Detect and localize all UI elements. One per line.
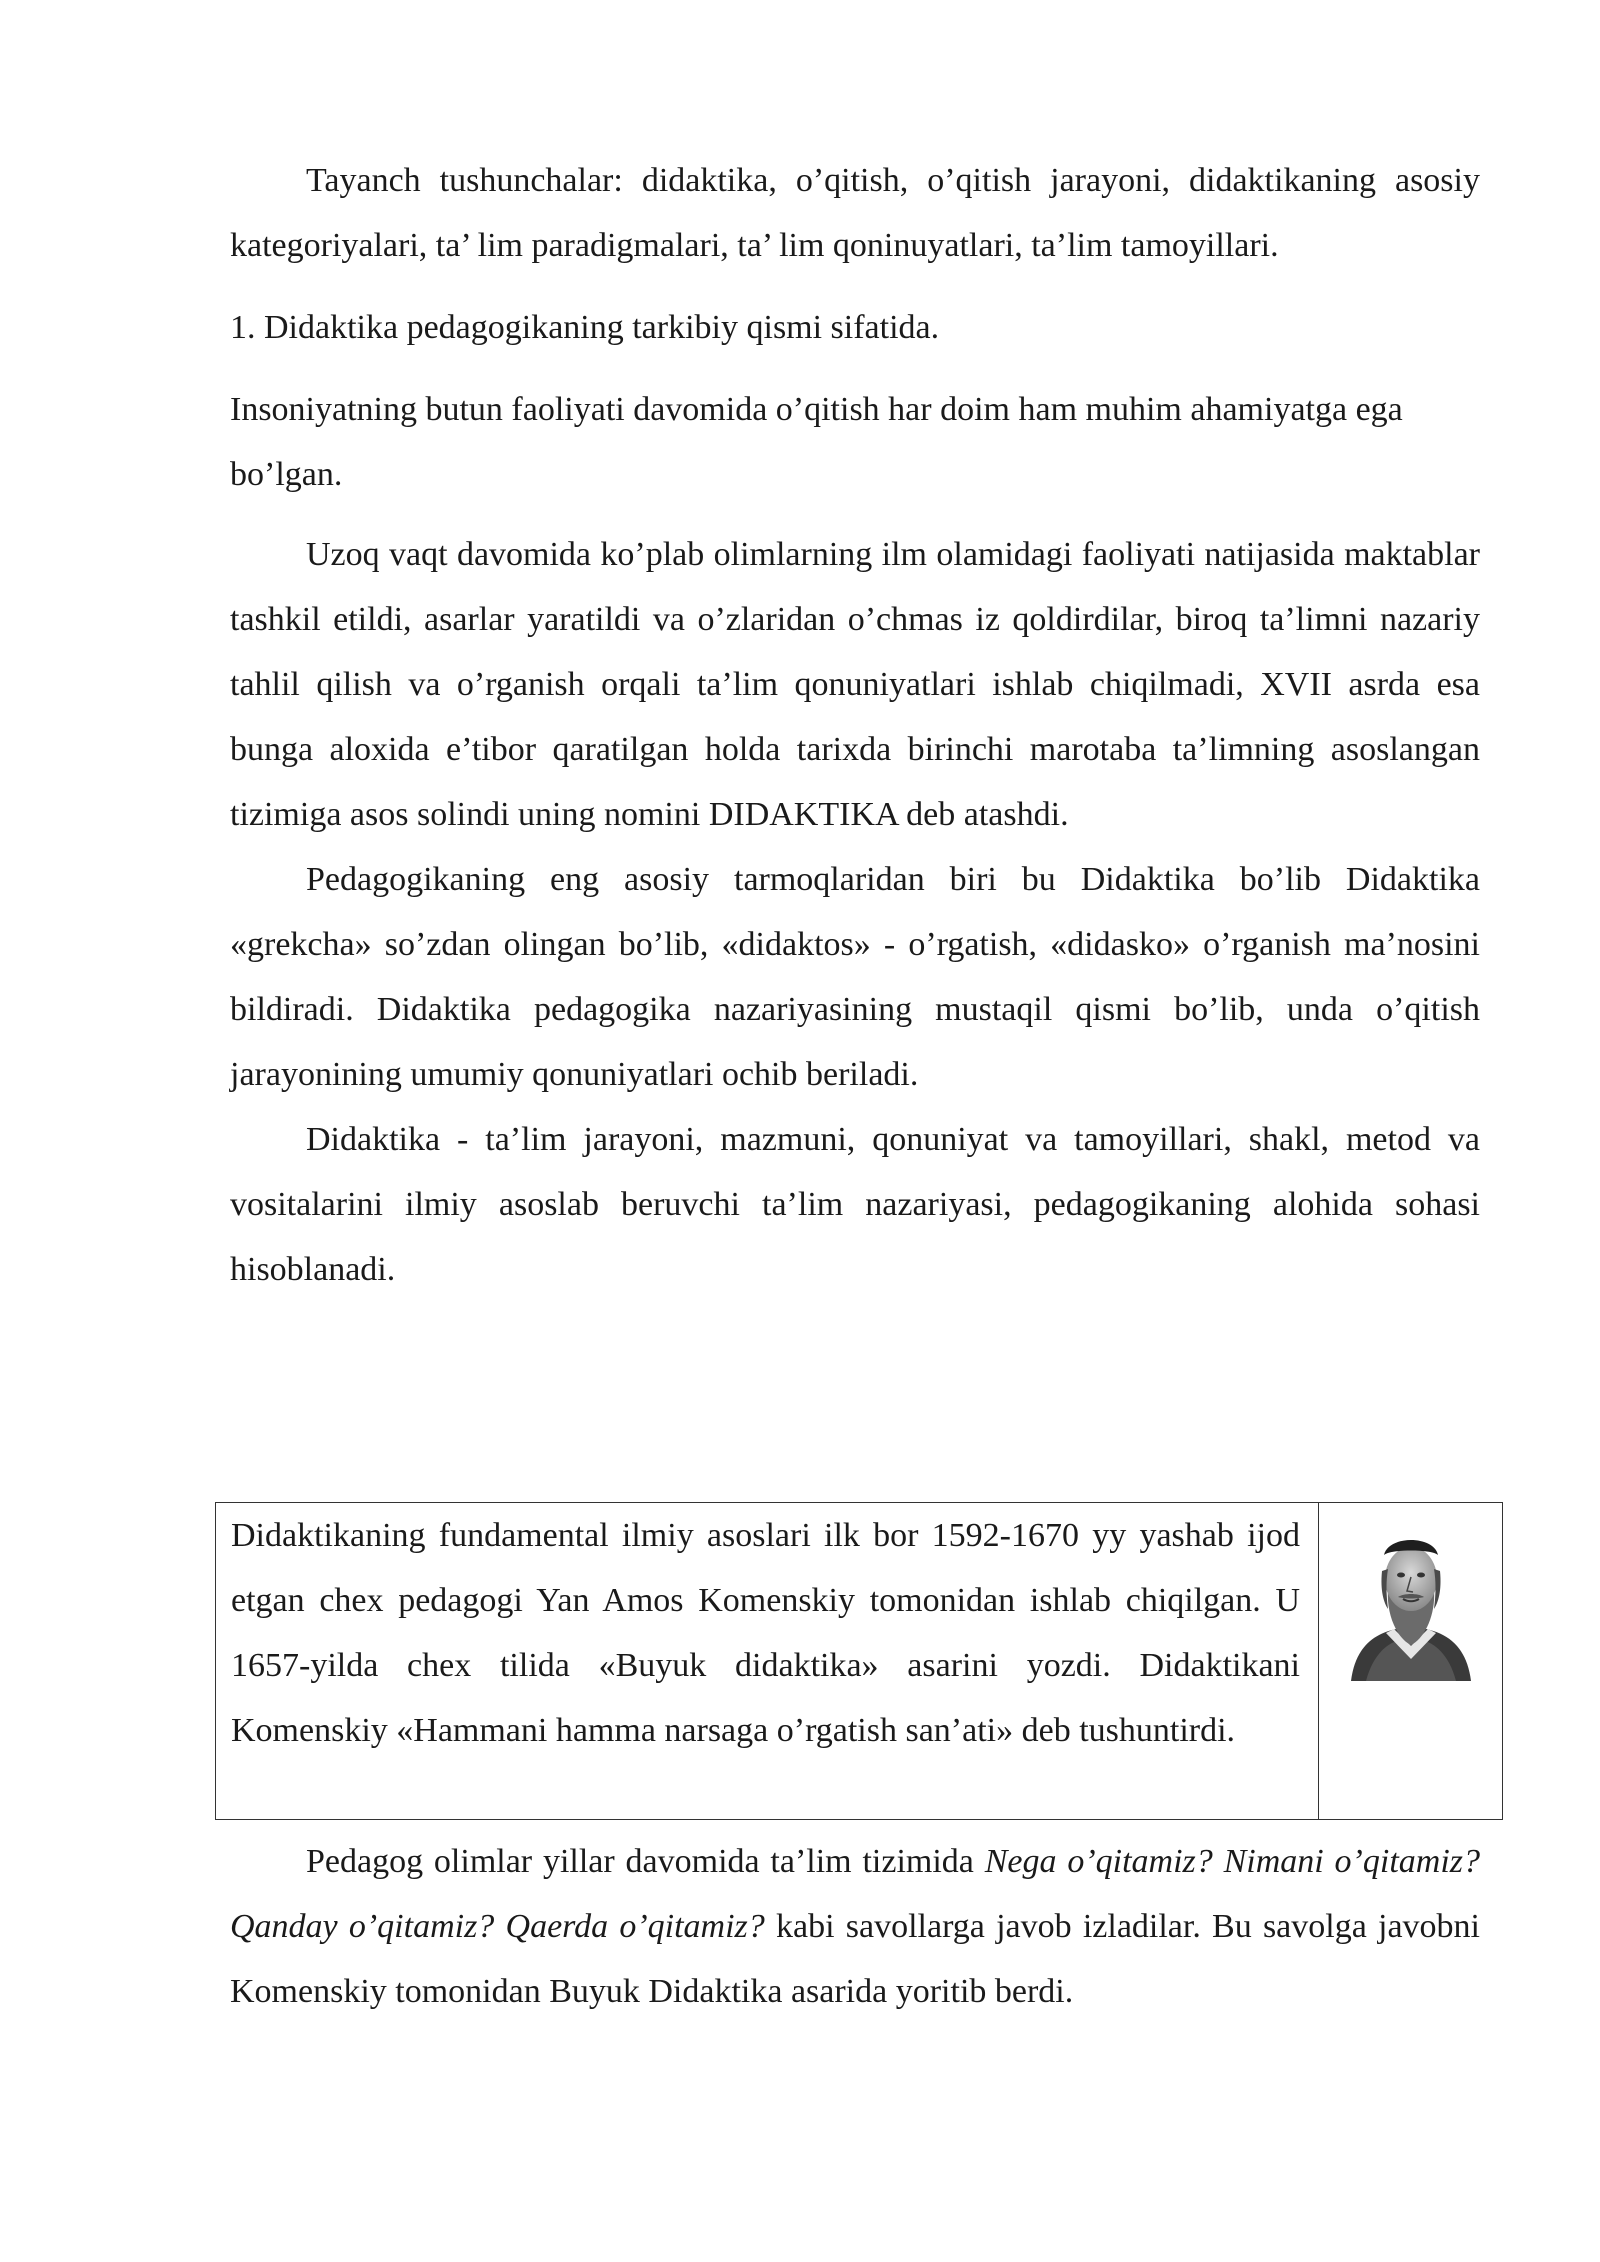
document-body — [230, 148, 1480, 1302]
closing-paragraph — [230, 1829, 1480, 2024]
paragraph: Pedagogikaning eng asosiy tarmoqlaridan biri bu Didaktika bo’lib Didaktika «grekcha» so’zdan olingan bo’lib, «didaktos» - o’rgatish, «didasko» o’rganish ma’nosini bildiradi. Didaktika pedagogika nazariyasining mustaqil qismi bo’lib, unda o’qitish jarayonining umumiy qonuniyatlari ochib beriladi. — [230, 861, 1480, 1093]
komensky-paragraph: Didaktikaning fundamental ilmiy asoslari ilk bor 1592-1670 yy yashab ijod etgan chex pedagogi Yan Amos Komenskiy tomonidan ishlab chiqilgan. U 1657-yilda chex tilida «Buyuk didaktika» asarini yozdi. Didaktikani Komenskiy «Hammani hamma narsaga o’rgatish san’ati» deb tushuntirdi. — [231, 1517, 1300, 1749]
paragraph: Didaktika - ta’lim jarayoni, mazmuni, qonuniyat va tamoyillari, shakl, metod va vositalarini ilmiy asoslab beruvchi ta’lim nazariyasi, pedagogikaning alohida sohasi hisoblanadi. — [230, 1121, 1480, 1288]
info-table-image-cell — [1319, 1503, 1502, 1819]
key-concepts-paragraph: Tayanch tushunchalar: didaktika, o’qitish, o’qitish jarayoni, didaktikaning asosiy kategoriyalari, ta’ lim paradigmalari, ta’ lim qoninuyatlari, ta’lim tamoyillari. — [230, 162, 1480, 264]
portrait-icon — [1336, 1511, 1486, 1681]
paragraph: Uzoq vaqt davomida ko’plab olimlarning ilm olamidagi faoliyati natijasida maktablar tashkil etildi, asarlar yaratildi va o’zlaridan o’chmas iz qoldirdilar, biroq ta’limni nazariy tahlil qilish va o’rganish orqali ta’lim qonuniyatlari ishlab chiqilmadi, XVII asrda esa bunga aloxida e’tibor qaratilgan holda tarixda birinchi marotaba ta’limning asoslangan tizimiga asos solindi uning nomini DIDAKTIKA deb atashdi. — [230, 536, 1480, 833]
section-heading: 1. Didaktika pedagogikaning tarkibiy qismi sifatida. — [230, 309, 940, 346]
info-table — [215, 1502, 1503, 1820]
info-table-text-cell — [216, 1503, 1319, 1819]
closing-section — [230, 1829, 1480, 2024]
closing-lead: Pedagog olimlar yillar davomida ta’lim tizimida — [306, 1843, 985, 1880]
paragraph: Insoniyatning butun faoliyati davomida o’qitish har doim ham muhim ahamiyatga ega bo’lgan. — [230, 391, 1403, 493]
closing-questions: Nega o’qitamiz? Nimani o’qitamiz? Qanday o’qitamiz? Qaerda o’qitamiz? — [230, 1843, 1480, 1945]
closing-tail: kabi savollarga javob izladilar. Bu savolga javobni Komenskiy tomonidan Buyuk Didaktika asarida yoritib berdi. — [230, 1908, 1480, 2010]
